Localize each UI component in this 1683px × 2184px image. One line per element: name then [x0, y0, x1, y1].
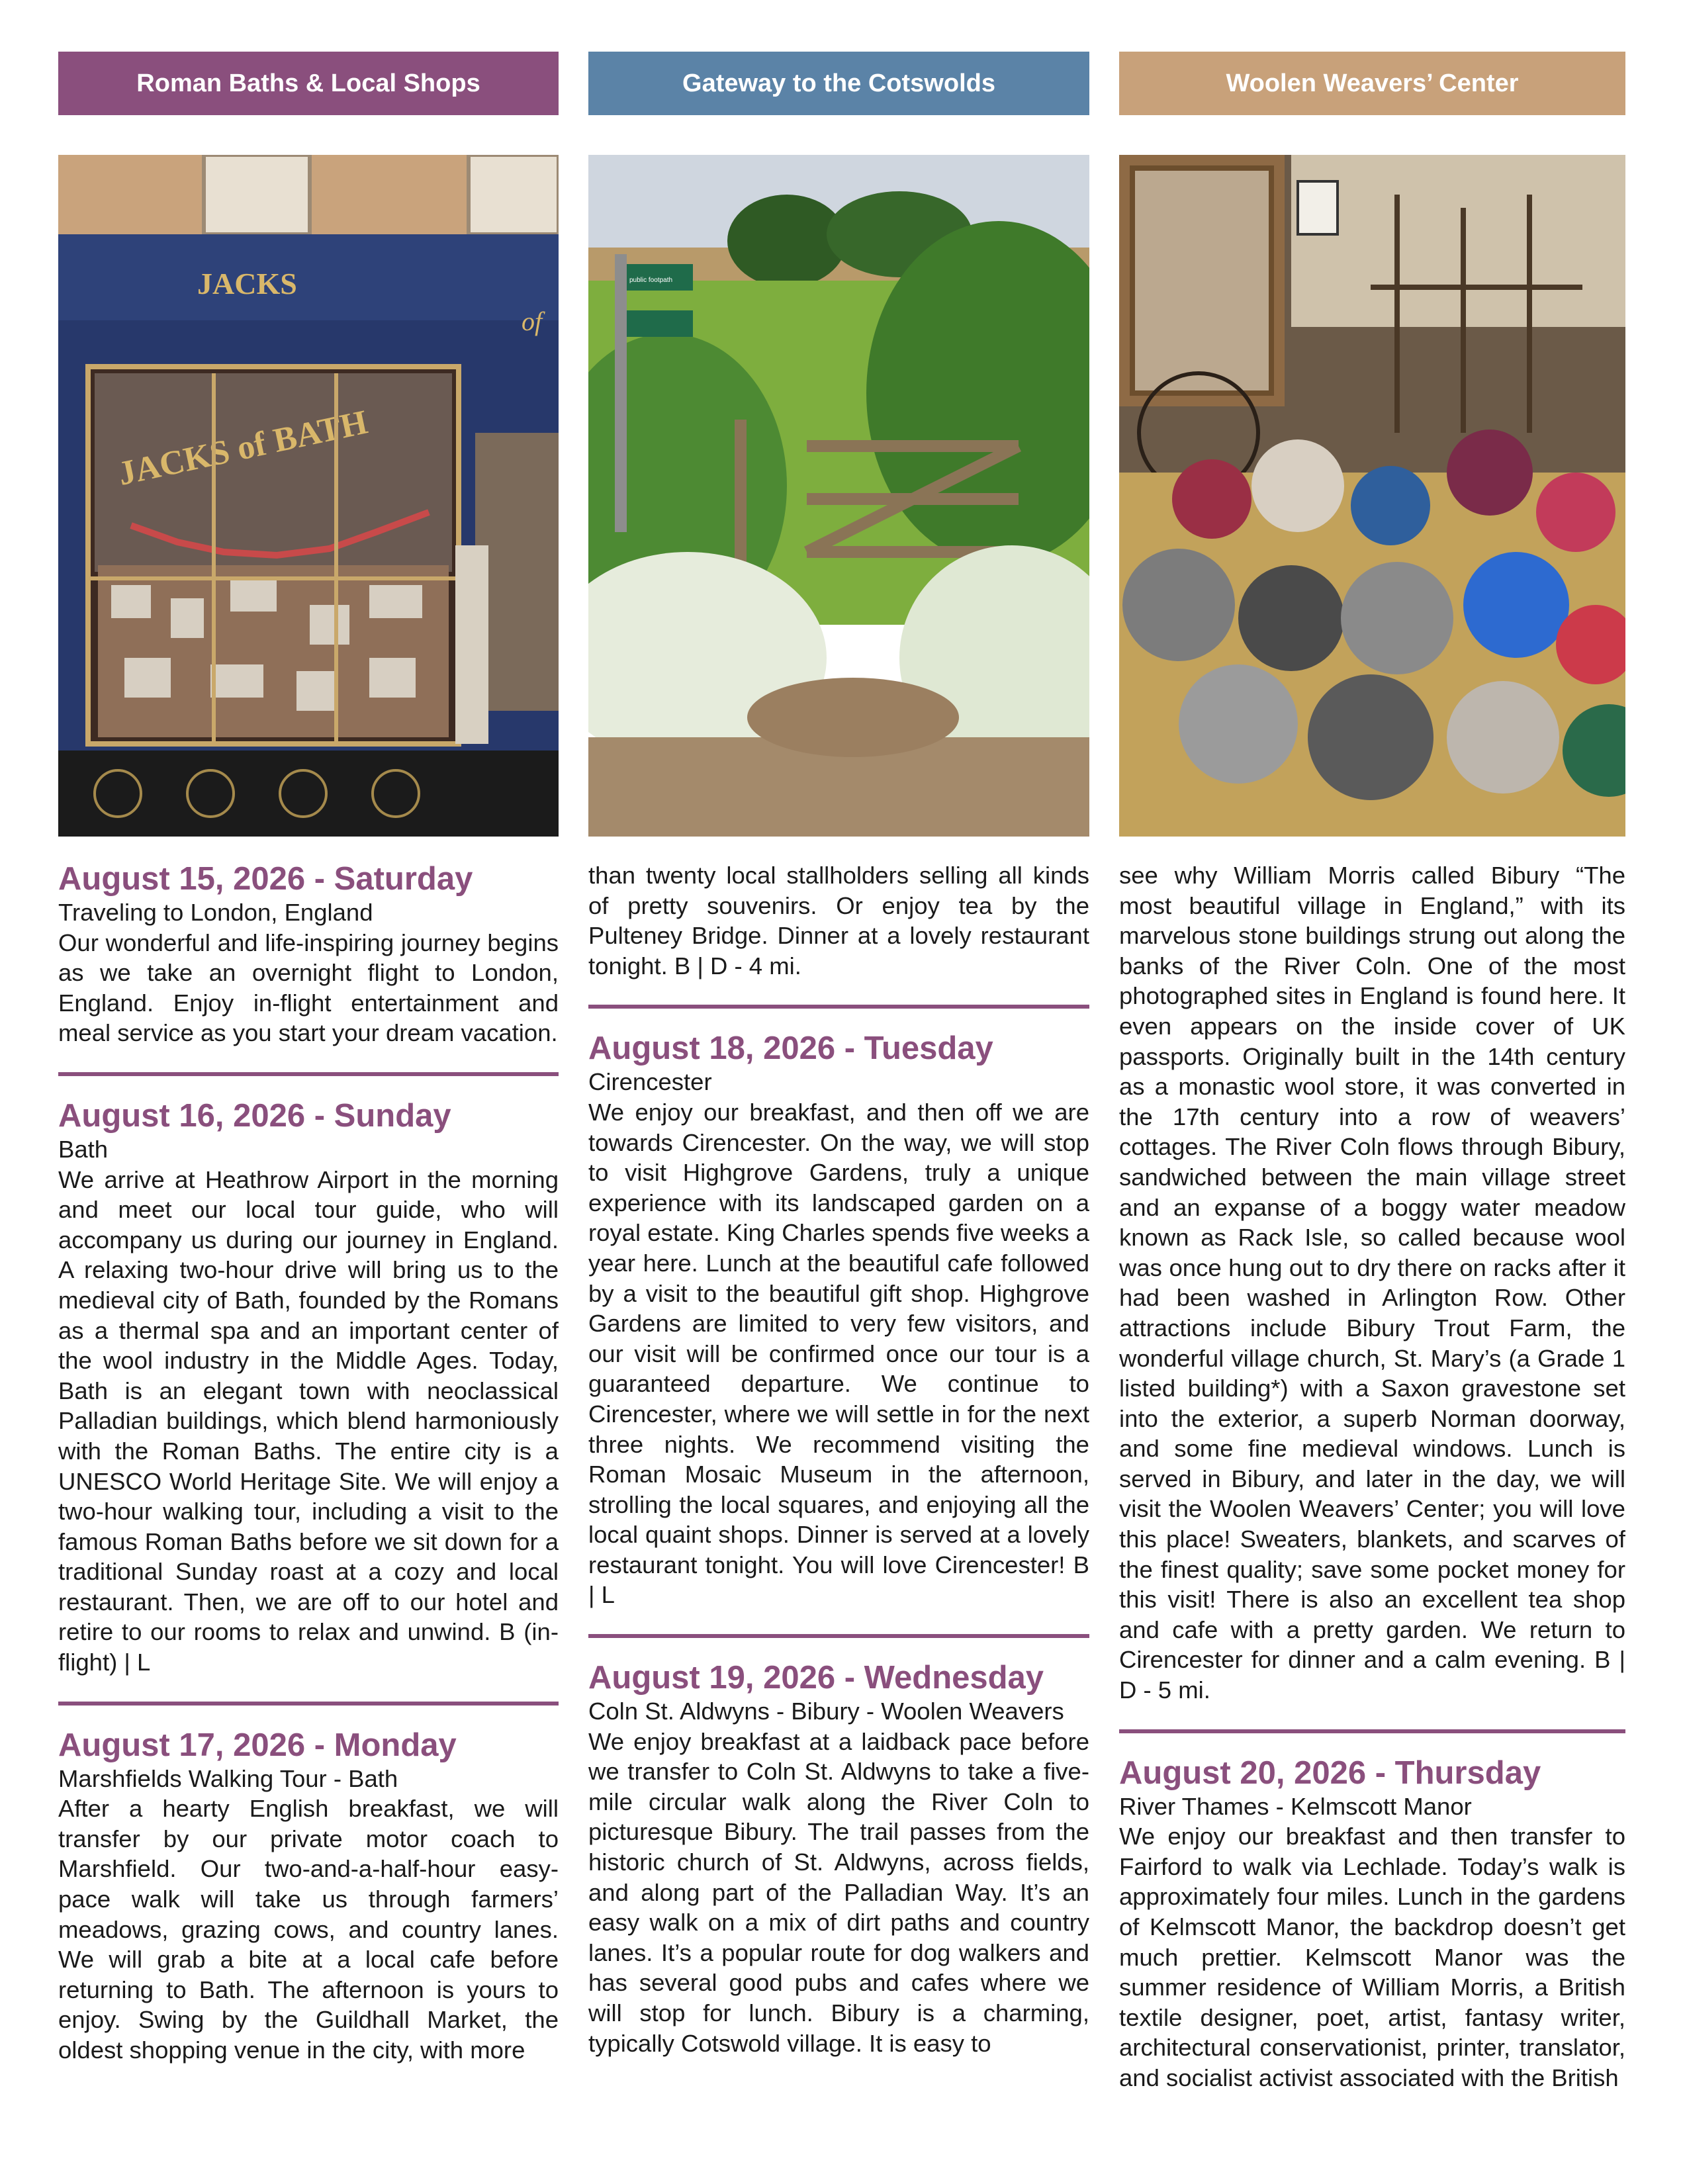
footpath-sign-text: public footpath	[629, 277, 673, 284]
day-description: We enjoy breakfast at a laidback pace before we transfer to Coln St. Aldwyns to take a five-mile circular walk along the River Coln to picturesque Bibury. The trail passes from the historic church of St. Aldwyns, across fields, and along part of the Palladian Way. It’s an easy walk on a mix of dirt paths and country lanes. It’s a popular route for dog walkers and has several good pubs and cafes where we will stop for lunch. Bibury is a charming, typically Cotswold village. It is easy to	[588, 1727, 1089, 2057]
banner-roman-baths: Roman Baths & Local Shops	[58, 52, 559, 115]
day-title: August 19, 2026 - Wednesday	[588, 1660, 1044, 1696]
day-aug17-continued	[588, 860, 1089, 981]
day-aug16	[58, 1097, 559, 1678]
banner-cotswolds: Gateway to the Cotswolds	[588, 52, 1089, 115]
column-2	[588, 860, 1089, 2158]
day-description: see why William Morris called Bibury “The most beautiful village in England,” with its marvelous stone buildings strung out along the banks of the River Coln. One of the most photographed sites in England is found here. It even appears on the inside cover of UK passports. Originally built in the 14th century as a monastic wool store, it was converted in the 17th century into a row of weavers’ cottages. The River Coln flows through Bibury, sandwiched between the main village street and an expanse of a boggy water meadow known as Rack Isle, so called because wool was once hung out to dry there on racks after it had been washed in Arlington Row. Other attractions include Bibury Trout Farm, the wonderful village church, St. Mary’s (a Grade 1 listed building*) with a Saxon gravestone set into the exterior, a superb Norman doorway, and some fine medieval windows. Lunch is served in Bibury, and later in the day, we will visit the Woolen Weavers’ Center; you will love this place! Sweaters, blankets, and scarves of the finest quality; save some pocket money for this visit! There is also an excellent tea shop and cafe with a pretty garden. We return to Cirencester for dinner and a calm evening. B | D - 5 mi.	[1119, 862, 1625, 1704]
day-location: River Thames - Kelmscott Manor	[1119, 1792, 1472, 1820]
day-location: Marshfields Walking Tour - Bath	[58, 1764, 398, 1792]
day-title: August 18, 2026 - Tuesday	[588, 1030, 993, 1067]
day-description: We arrive at Heathrow Airport in the morning and meet our local tour guide, who will accompany us during our journey in England. A relaxing two-hour drive will bring us to the medieval city of Bath, founded by the Romans as a thermal spa and an important center of the wool industry in the Middle Ages. Today, Bath is an elegant town with neoclassical Palladian buildings, which blend harmoniously with the Roman Baths. The entire city is a UNESCO World Heritage Site. We will enjoy a two-hour walking tour, including a visit to the famous Roman Baths before we sit down for a traditional Sunday roast at a cozy and local restaurant. Then, we are off to our hotel and retire to our rooms to relax and unwind. B (in-flight) | L	[58, 1165, 559, 1676]
day-title: August 17, 2026 - Monday	[58, 1727, 457, 1763]
day-location: Traveling to London, England	[58, 899, 373, 926]
banner-woolen-weavers: Woolen Weavers’ Center	[1119, 52, 1625, 115]
yarn-photo	[1119, 155, 1625, 837]
divider	[588, 1634, 1089, 1638]
day-location: Coln St. Aldwyns - Bibury - Woolen Weavers	[588, 1698, 1064, 1725]
day-title: August 16, 2026 - Sunday	[58, 1097, 451, 1134]
divider	[1119, 1729, 1625, 1733]
shop-sign-text: JACKS	[197, 267, 297, 300]
day-aug19-continued	[1119, 860, 1625, 1706]
day-description: We enjoy our breakfast and then transfer to Fairford to walk via Lechlade. Today’s walk is approximately four miles. Lunch in the gardens of Kelmscott Manor, the backdrop doesn’t get much prettier. Kelmscott Manor was the summer residence of William Morris, a British textile designer, poet, artist, fantasy writer, architectural conservationist, printer, translator, and socialist activist associated with the British	[1119, 1823, 1625, 2091]
day-location: Cirencester	[588, 1068, 712, 1096]
gate-photo	[588, 155, 1089, 837]
day-aug20	[1119, 1754, 1625, 2093]
day-title: August 15, 2026 - Saturday	[58, 861, 473, 897]
shop-sign-side: of	[522, 306, 543, 336]
column-1	[58, 860, 559, 2158]
shop-photo	[58, 155, 559, 837]
shop-window-text: JACKS of BATH	[114, 403, 371, 493]
divider	[58, 1702, 559, 1706]
day-description: Our wonderful and life-inspiring journey begins as we take an overnight flight to London, England. Enjoy in-flight entertainment and meal service as you start your dream vacation.	[58, 929, 559, 1047]
day-description: than twenty local stallholders selling all kinds of pretty souvenirs. Or enjoy tea by the Pulteney Bridge. Dinner at a lovely restaurant tonight. B | D - 4 mi.	[588, 862, 1089, 979]
day-aug15	[58, 860, 559, 1048]
day-title: August 20, 2026 - Thursday	[1119, 1754, 1541, 1791]
day-description: After a hearty English breakfast, we will transfer by our private motor coach to Marshfield. Our two-and-a-half-hour easy-pace walk will take us through farmers’ meadows, grazing cows, and country lanes. We will grab a bite at a local cafe before returning to Bath. The afternoon is yours to enjoy. Swing by the Guildhall Market, the oldest shopping venue in the city, with more	[58, 1795, 559, 2064]
divider	[58, 1072, 559, 1076]
day-aug17	[58, 1727, 559, 2066]
day-location: Bath	[58, 1135, 109, 1163]
divider	[588, 1005, 1089, 1009]
day-description: We enjoy our breakfast, and then off we are towards Cirencester. On the way, we will stop to visit Highgrove Gardens, truly a unique experience with its landscaped garden on a royal estate. King Charles spends five weeks a year here. Lunch at the beautiful cafe followed by a visit to the beautiful gift shop. Highgrove Gardens are limited to very few visitors, and our visit will be confirmed once our tour is a guaranteed departure. We continue to Cirencester, where we will settle in for the next three nights. We recommend visiting the Roman Mosaic Museum in the afternoon, strolling the local squares, and enjoying all the local quaint shops. Dinner is served at a lovely restaurant tonight. You will love Cirencester! B | L	[588, 1098, 1089, 1609]
day-aug18	[588, 1030, 1089, 1610]
day-aug19	[588, 1659, 1089, 2058]
column-3	[1119, 860, 1625, 2158]
